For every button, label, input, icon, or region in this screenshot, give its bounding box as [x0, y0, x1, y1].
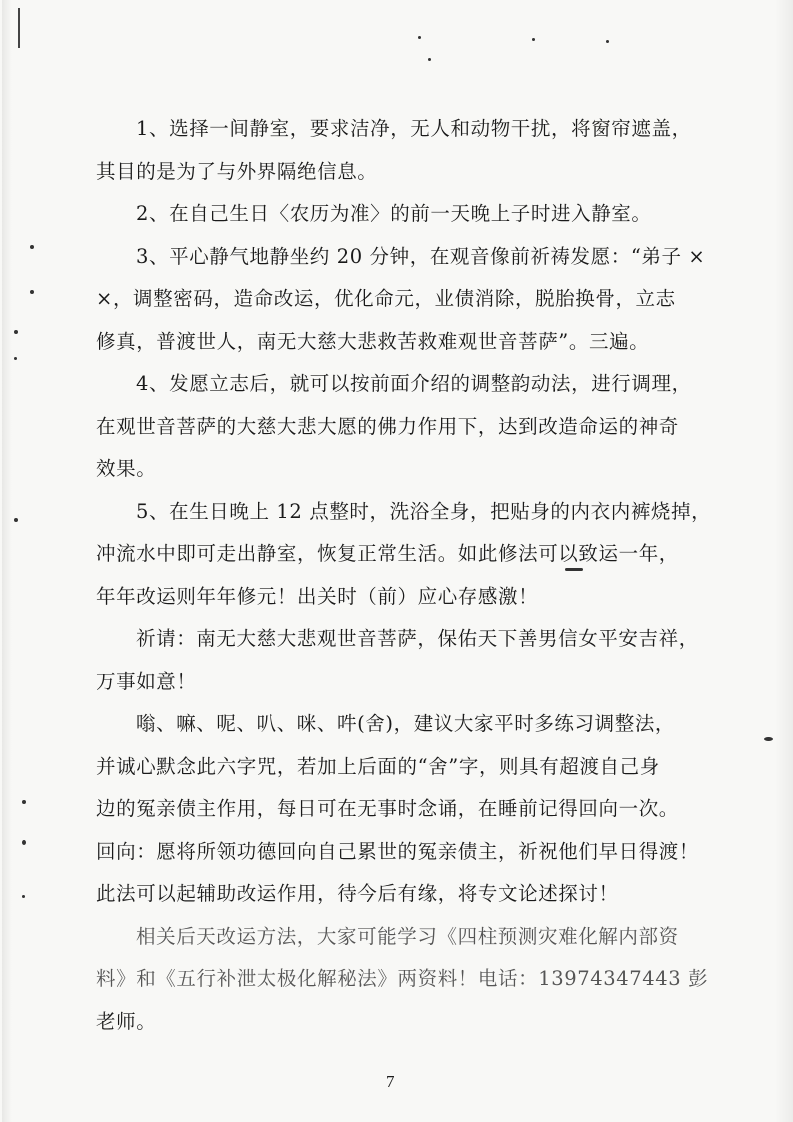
scan-speck — [418, 36, 421, 39]
reference-line-1: 相关后天改运方法，大家可能学习《四柱预测灾难化解内部资 — [136, 924, 679, 948]
paragraph-5-line-3: 年年改运则年年修元！出关时（前）应心存感激！ — [96, 584, 539, 608]
paragraph-4-line-3: 效果。 — [96, 457, 157, 480]
paragraph-5-line-1: 5、在生日晚上 12 点整时，洗浴全身，把贴身的内衣内裤烧掉， — [136, 499, 712, 523]
mantra-line-2: 并诚心默念此六字咒，若加上后面的“舍”字，则具有超渡自己身 — [96, 754, 660, 778]
prayer-line-1: 祈请：南无大慈大悲观世音菩萨，保佑天下善男信女平安吉祥， — [136, 627, 699, 650]
scan-speck — [14, 518, 18, 522]
scan-speck — [22, 840, 26, 845]
scan-mark — [18, 8, 20, 48]
scan-speck — [22, 800, 26, 804]
page-number: 7 — [386, 1072, 395, 1091]
prayer-line-2: 万事如意！ — [96, 669, 197, 693]
scan-edge-left — [2, 0, 12, 1122]
reference-line-2: 料》和《五行补泄太极化解秘法》两资料！电话：13974347443 彭 — [96, 967, 709, 990]
scan-speck — [532, 38, 535, 41]
scan-speck — [30, 245, 34, 249]
scan-speck — [606, 40, 609, 43]
scan-speck — [428, 58, 431, 61]
paragraph-1-line-1: 1、选择一间静室，要求洁净，无人和动物干扰，将窗帘遮盖， — [136, 117, 692, 140]
document-body — [96, 108, 731, 1043]
scan-edge-right — [775, 0, 793, 1122]
paragraph-3-line-1: 3、平心静气地静坐约 20 分钟，在观音像前祈祷发愿：“弟子 × — [136, 244, 706, 268]
scan-speck — [22, 895, 25, 898]
paragraph-1-line-2: 其目的是为了与外界隔绝信息。 — [96, 159, 378, 183]
paragraph-3-line-3: 修真，普渡世人，南无大慈大悲救苦救难观世音菩萨”。三遍。 — [96, 329, 650, 353]
paragraph-2-line-1: 2、在自己生日〈农历为准〉的前一天晚上子时进入静室。 — [136, 202, 652, 225]
paragraph-3-line-2: ×，调整密码，造命改运，优化命元，业债消除，脱胎换骨，立志 — [96, 287, 676, 310]
reference-line-3: 老师。 — [96, 1009, 157, 1033]
dedication-line: 回向：愿将所领功德回向自己累世的冤亲债主，祈祝他们早日得渡！ — [96, 839, 700, 863]
scan-speck — [764, 737, 773, 741]
mantra-line-1: 嗡、嘛、呢、叭、咪、吽(舍)，建议大家平时多练习调整法， — [136, 712, 676, 735]
scan-speck — [14, 357, 17, 360]
paragraph-5-line-2: 冲流水中即可走出静室，恢复正常生活。如此修法可以致运一年， — [96, 542, 679, 565]
paragraph-4-line-1: 4、发愿立志后，就可以按前面介绍的调整韵动法，进行调理， — [136, 372, 692, 395]
mantra-line-3: 边的冤亲债主作用，每日可在无事时念诵，在睡前记得回向一次。 — [96, 797, 679, 820]
auxiliary-line: 此法可以起辅助改运作用，待今后有缘，将专文论述探讨！ — [96, 882, 619, 905]
paragraph-4-line-2: 在观世音菩萨的大慈大悲大愿的佛力作用下，达到改造命运的神奇 — [96, 414, 679, 438]
scan-speck — [30, 290, 34, 294]
scan-speck — [14, 330, 18, 334]
